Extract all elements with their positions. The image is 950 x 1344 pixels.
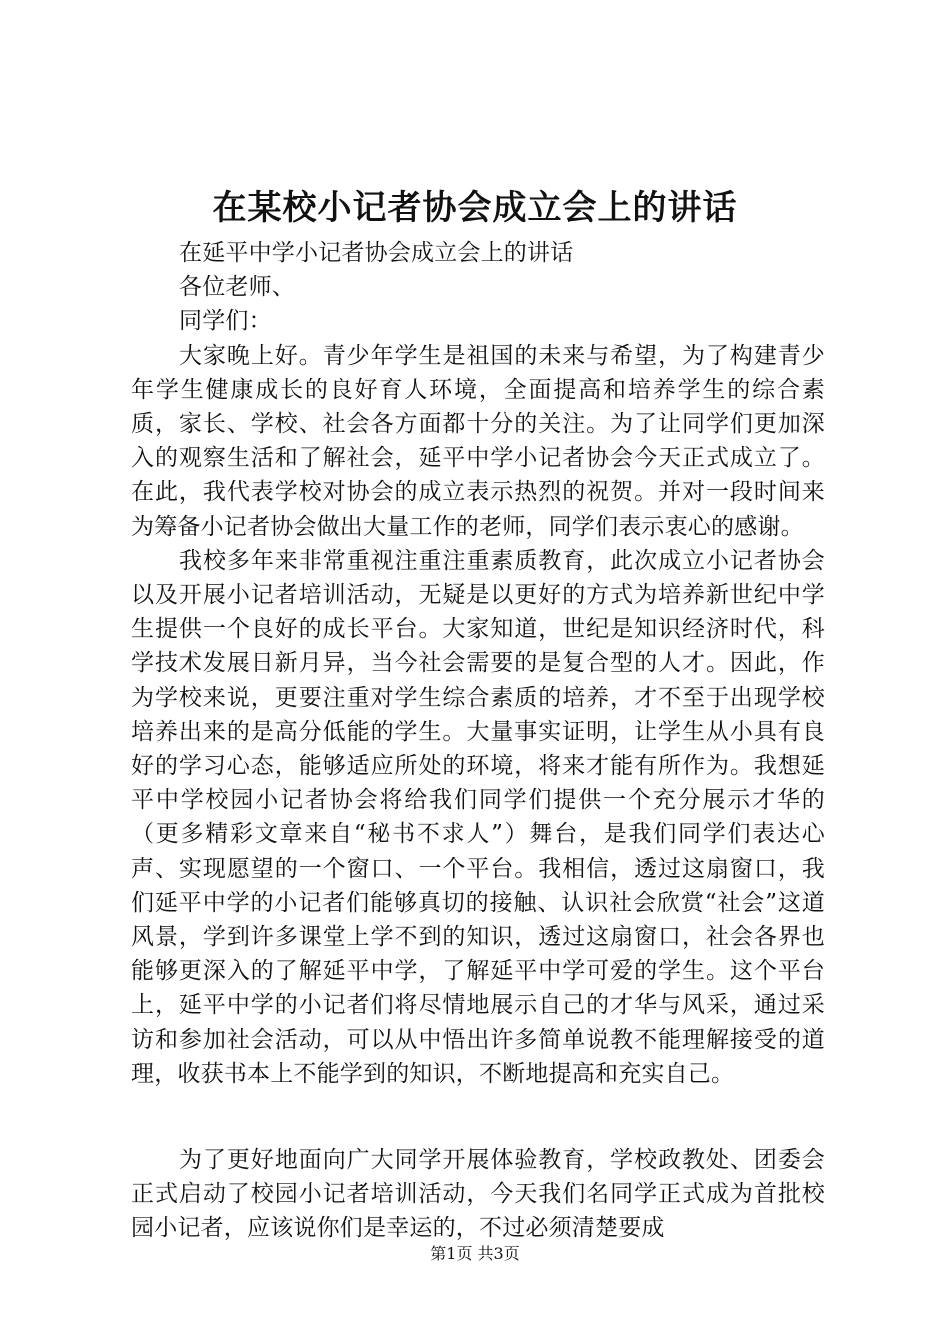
- paragraph-greeting: 大家晚上好。青少年学生是祖国的未来与希望，为了构建青少年学生健康成长的良好育人环境，全面提高和培养学生的综合素质，家长、学校、社会各方面都十分的关注。为了让同学们更加深入的观察生活和了解社会，延平中学小记者协会今天正式成立了。在此，我代表学校对协会的成立表示热烈的祝贺。并对一段时间来为筹备小记者协会做出大量工作的老师，同学们表示衷心的感谢。: [131, 342, 825, 540]
- subtitle-line: 在延平中学小记者协会成立会上的讲话: [179, 240, 574, 266]
- document-body: [131, 236, 825, 1246]
- document-title: 在某校小记者协会成立会上的讲话: [212, 188, 738, 228]
- paragraph-training: 为了更好地面向广大同学开展体验教育，学校政教处、团委会正式启动了校园小记者培训活动，今天我们名同学正式成为首批校园小记者，应该说你们是幸运的，不过必须清楚要成: [131, 1147, 825, 1242]
- salutation-students: 同学们：: [179, 308, 272, 335]
- paragraph-education: 我校多年来非常重视注重注重素质教育，此次成立小记者协会以及开展小记者培训活动，无疑是以更好的方式为培养新世纪中学生提供一个良好的成长平台。大家知道，世纪是知识经济时代，科学技术发展日新月异，当今社会需要的是复合型的人才。因此，作为学校来说，更要注重对学生综合素质的培养，才不至于出现学校培养出来的是高分低能的学生。大量事实证明，让学生从小具有良好的学习心态，能够适应所处的环境，将来才能有所作为。我想延平中学校园小记者协会将给我们同学们提供一个充分展示才华的（更多精彩文章来自“秘书不求人”）舞台，是我们同学们表达心声、实现愿望的一个窗口、一个平台。我相信，透过这扇窗口，我们延平中学的小记者们能够真切的接触、认识社会欣赏“社会”这道风景，学到许多课堂上学不到的知识，透过这扇窗口，社会各界也能够更深入的了解延平中学，了解延平中学可爱的学生。这个平台上，延平中学的小记者们将尽情地展示自己的才华与风采，通过采访和参加社会活动，可以从中悟出许多简单说教不能理解接受的道理，收获书本上不能学到的知识，不断地提高和充实自己。: [131, 547, 825, 1087]
- salutation-teachers: 各位老师、: [179, 274, 295, 301]
- paragraph-gap: [131, 1091, 825, 1143]
- page-footer: 第1页 共3页: [430, 1244, 520, 1263]
